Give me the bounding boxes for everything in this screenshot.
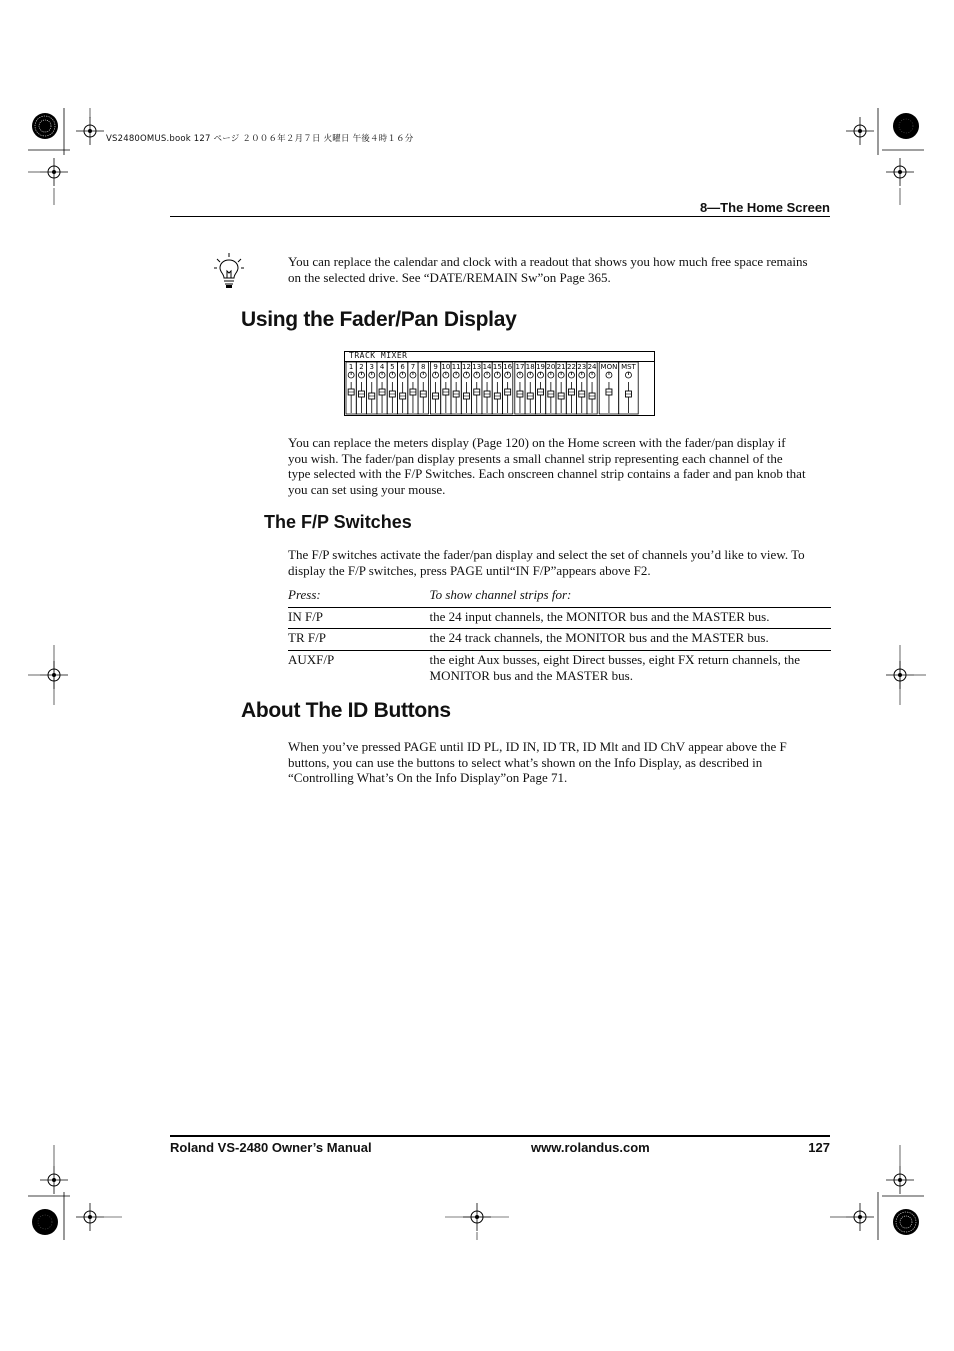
channel-label: 11: [451, 363, 461, 371]
track-mixer-figure: [344, 351, 655, 416]
row-description: the eight Aux busses, eight Direct busses, eight FX return channels, the MONITOR bus and the MASTER bus.: [429, 652, 800, 683]
table-row: [288, 651, 831, 684]
subsection-body: The F/P switches activate the fader/pan display and select the set of channels you’d like to view. To display the F/P switches, press PAGE until“IN F/P”appears above F2.: [288, 547, 805, 578]
subsection-title-fp-switches: The F/P Switches: [264, 512, 412, 532]
header-rule: [170, 216, 830, 217]
running-header: 8—The Home Screen: [699, 200, 830, 215]
row-switch: AUXF/P: [288, 652, 335, 668]
section-title-id-buttons: About The ID Buttons: [241, 699, 451, 722]
section1-body: You can replace the meters display (Page 120) on the Home screen with the fader/pan display if you wish. The fader/pan display presents a small channel strip representing each channel of the type selected with the F/P Switches. Each onscreen channel strip contains a fader and pan knob that you can set using your mouse.: [288, 435, 806, 498]
header-press: Press:: [288, 587, 321, 602]
channel-label: 5: [390, 363, 395, 371]
channel-label: MST: [621, 363, 636, 371]
tip-text: You can replace the calendar and clock with a readout that shows you how much free space remains on the selected drive. See “DATE/REMAIN Sw”on Page 365.: [288, 254, 808, 285]
fp-switch-table: [288, 587, 831, 684]
lightbulb-icon: [214, 252, 244, 297]
channel-label: 17: [515, 363, 525, 371]
header-channels: To show channel strips for:: [429, 587, 572, 602]
channel-label: 7: [410, 363, 416, 371]
channel-label: 10: [441, 363, 451, 371]
channel-label: 6: [400, 363, 405, 371]
table-header-row: [288, 587, 831, 607]
channel-label: 4: [379, 363, 385, 371]
channel-label: 22: [566, 363, 576, 371]
channel-label: 1: [348, 363, 354, 371]
channel-label: 2: [359, 363, 364, 371]
row-switch: TR F/P: [288, 630, 326, 646]
channel-label: 15: [492, 363, 502, 371]
channel-label: 24: [587, 363, 597, 371]
channel-label: 19: [536, 363, 546, 371]
row-description: the 24 track channels, the MONITOR bus and the MASTER bus.: [429, 630, 769, 646]
channel-label: 3: [369, 363, 374, 371]
row-description: the 24 input channels, the MONITOR bus and the MASTER bus.: [429, 608, 770, 624]
footer-manual-title: Roland VS-2480 Owner’s Manual: [170, 1140, 372, 1155]
printer-slug: VS2480OMUS.book 127 ページ ２００６年２月７日 火曜日 午後４時１６分: [106, 134, 414, 144]
channel-label: 12: [461, 363, 471, 371]
mixer-title: TRACK MIXER: [349, 351, 408, 360]
row-switch: IN F/P: [288, 608, 324, 624]
table-row: [288, 629, 831, 651]
mixer-strips: [345, 362, 654, 415]
channel-label: 9: [433, 363, 438, 371]
channel-label: 20: [546, 363, 556, 371]
section2-body: When you’ve pressed PAGE until ID PL, ID IN, ID TR, ID Mlt and ID ChV appear above the F buttons, you can use the buttons to select what’s shown on the Info Display, as described in “Controlling What’s On the Info Display”on Page 71.: [288, 739, 787, 786]
channel-label: 16: [503, 363, 513, 371]
channel-label: 23: [577, 363, 587, 371]
channel-label: MON: [600, 363, 618, 371]
channel-label: 8: [421, 363, 426, 371]
channel-label: 21: [556, 363, 566, 371]
channel-label: 14: [482, 363, 492, 371]
footer-rule: [170, 1135, 830, 1137]
page-number: 127: [808, 1140, 830, 1155]
footer-url: www.rolandus.com: [531, 1140, 650, 1155]
section-title-fader-pan: Using the Fader/Pan Display: [241, 308, 517, 331]
table-row: [288, 607, 831, 629]
channel-label: 18: [525, 363, 535, 371]
channel-label: 13: [472, 363, 482, 371]
